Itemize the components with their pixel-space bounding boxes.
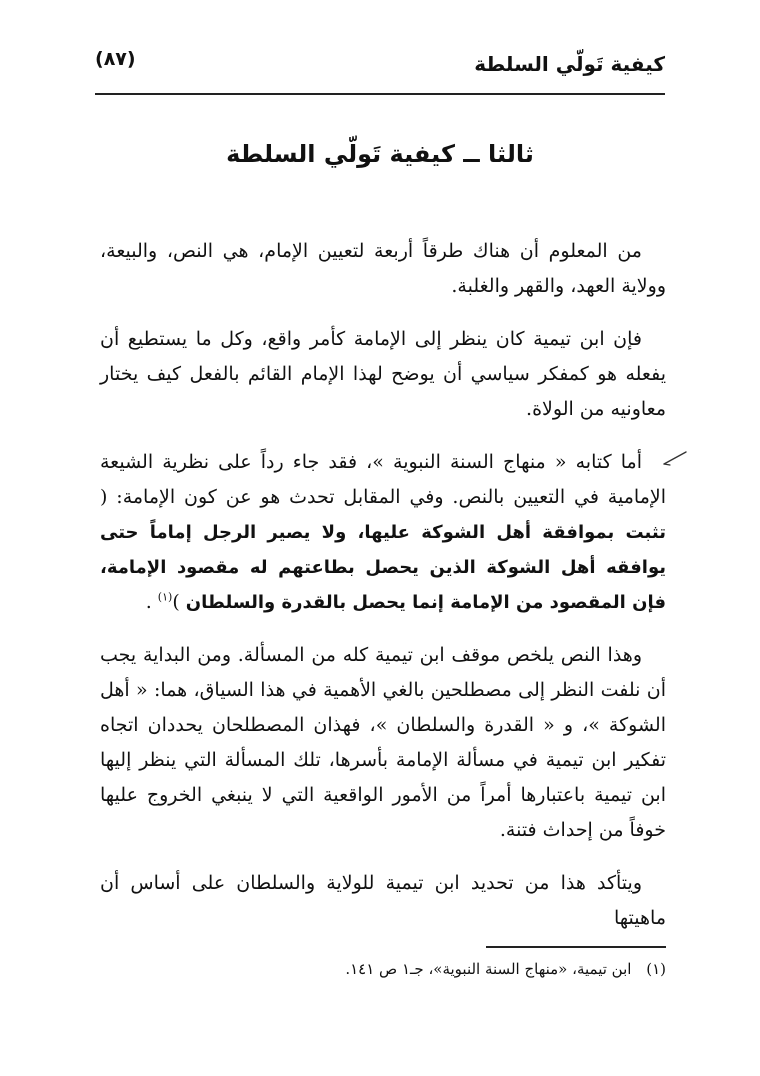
quoted-passage: تثبت بموافقة أهل الشوكة عليها، ولا يصير الرجل إماماً حتى يوافقه أهل الشوكة الذين يحصل بطاعتهم له مقصود الإمامة، فإن المقصود من الإمامة إنما يحصل بالقدرة والسلطان bbox=[100, 522, 666, 613]
paragraph-3-intro: أما كتابه « منهاج السنة النبوية »، فقد جاء رداً على نظرية الشيعة الإمامية في التعيين بالنص. وفي المقابل تحدث هو عن كون الإمامة: ( bbox=[100, 451, 666, 508]
paragraph-1: من المعلوم أن هناك طرقاً أربعة لتعيين الإمام، هي النص، والبيعة، وولاية العهد، والقهر والغلبة. bbox=[100, 240, 666, 297]
quote-close: ) bbox=[172, 591, 180, 613]
footnote-text: ابن تيمية، «منهاج السنة النبوية»، جـ١ ص ١٤١. bbox=[345, 960, 632, 978]
page-number: (٨٧) bbox=[95, 48, 136, 70]
running-title: كيفية تَولّي السلطة bbox=[474, 52, 665, 76]
footnote-number: (١) bbox=[646, 960, 666, 978]
footnote bbox=[300, 958, 666, 980]
paragraph-3 bbox=[100, 445, 666, 620]
margin-check-mark-icon bbox=[662, 448, 688, 468]
chapter-title: ثالثا ــ كيفية تَولّي السلطة bbox=[226, 140, 534, 168]
header-rule bbox=[95, 93, 665, 95]
footnote-rule bbox=[486, 946, 666, 948]
paragraph-3-ending: . bbox=[145, 591, 152, 613]
footnote-reference[interactable]: (١) bbox=[157, 590, 173, 604]
paragraph-5: ويتأكد هذا من تحديد ابن تيمية للولاية والسلطان على أساس أن ماهيتها bbox=[100, 872, 666, 929]
body-text bbox=[100, 234, 666, 954]
running-head bbox=[95, 44, 665, 92]
paragraph-2: فإن ابن تيمية كان ينظر إلى الإمامة كأمر واقع، وكل ما يستطيع أن يفعله هو كمفكر سياسي أن يوضح لهذا الإمام القائم بالفعل كيف يختار معاونيه من الولاة. bbox=[100, 328, 666, 420]
paragraph-4: وهذا النص يلخص موقف ابن تيمية كله من المسألة. ومن البداية يجب أن نلفت النظر إلى مصطلحين بالغي الأهمية في هذا السياق، هما: « أهل الشوكة »، و « القدرة والسلطان »، فهذان المصطلحان يحددان اتجاه تفكير ابن تيمية في مسألة الإمامة بأسرها، تلك المسألة التي ينظر إليها ابن تيمية باعتبارها أمراً من الأمور الواقعية التي لا ينبغي الخروج عليها خوفاً من إحداث فتنة. bbox=[100, 644, 666, 841]
